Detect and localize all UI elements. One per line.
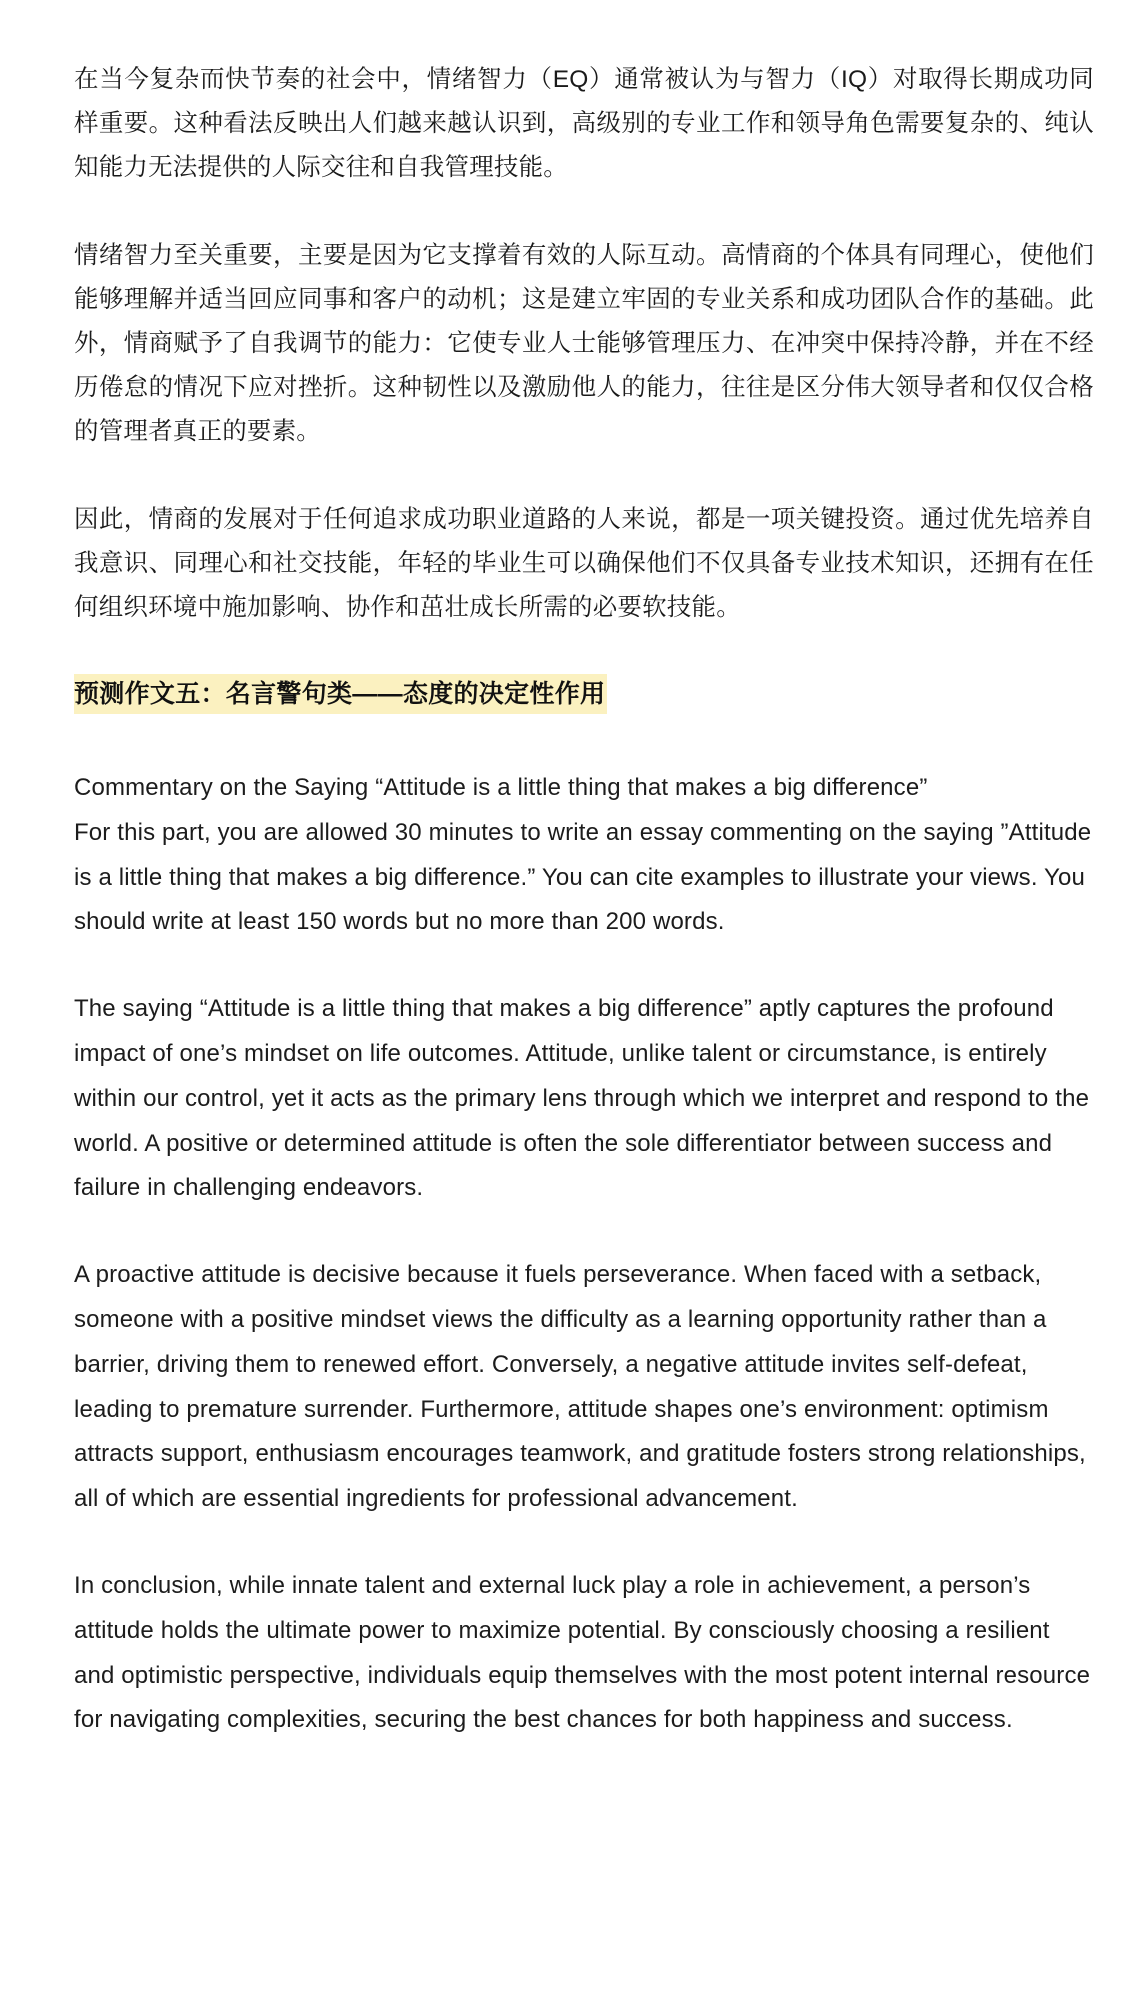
prompt-title: Commentary on the Saying “Attitude is a little thing that makes a big difference” <box>74 774 928 801</box>
essay-paragraph-2: A proactive attitude is decisive because it fuels perseverance. When faced with a setback, someone with a positive mindset views the difficulty as a learning opportunity rather than a barrier, driving them to renewed effort. Conversely, a negative attitude invites self-defeat, leading to premature surrender. Furthermore, attitude shapes one’s environment: optimism attracts support, enthusiasm encourages teamwork, and gratitude fosters strong relationships, all of which are essential ingredients for professional advancement. <box>74 1261 1086 1513</box>
essay-paragraph-1: The saying “Attitude is a little thing that makes a big difference” aptly captures the profound impact of one’s mindset on life outcomes. Attitude, unlike talent or circumstance, is entirely within our control, yet it acts as the primary lens through which we interpret and respond to the world. A positive or determined attitude is often the sole differentiator between success and failure in challenging endeavors. <box>74 995 1090 1202</box>
section-heading: 预测作文五：名言警句类——态度的决定性作用 <box>74 674 607 714</box>
essay-paragraph-3: In conclusion, while innate talent and external luck play a role in achievement, a person’s attitude holds the ultimate power to maximize potential. By consciously choosing a resilient and optimistic perspective, individuals equip themselves with the most potent internal resource for navigating complexities, securing the best chances for both happiness and success. <box>74 1571 1091 1734</box>
article-body <box>74 58 1094 1785</box>
chinese-paragraph-1: 在当今复杂而快节奏的社会中，情绪智力（EQ）通常被认为与智力（IQ）对取得长期成功同样重要。这种看法反映出人们越来越认识到，高级别的专业工作和领导角色需要复杂的、纯认知能力无法提供的人际交往和自我管理技能。 <box>74 66 1094 181</box>
section-heading-wrapper <box>74 674 1094 714</box>
prompt-instructions: For this part, you are allowed 30 minutes to write an essay commenting on the saying ”Attitude is a little thing that makes a big difference.” You can cite examples to illustrate your views. You should write at least 150 words but no more than 200 words. <box>74 818 1092 936</box>
essay-prompt <box>74 766 1094 945</box>
chinese-paragraph-2: 情绪智力至关重要，主要是因为它支撑着有效的人际互动。高情商的个体具有同理心，使他们能够理解并适当回应同事和客户的动机；这是建立牢固的专业关系和成功团队合作的基础。此外，情商赋予了自我调节的能力：它使专业人士能够管理压力、在冲突中保持冷静，并在不经历倦怠的情况下应对挫折。这种韧性以及激励他人的能力，往往是区分伟大领导者和仅仅合格的管理者真正的要素。 <box>74 242 1094 445</box>
chinese-paragraph-3: 因此，情商的发展对于任何追求成功职业道路的人来说，都是一项关键投资。通过优先培养自我意识、同理心和社交技能，年轻的毕业生可以确保他们不仅具备专业技术知识，还拥有在任何组织环境中施加影响、协作和茁壮成长所需的必要软技能。 <box>74 506 1094 621</box>
